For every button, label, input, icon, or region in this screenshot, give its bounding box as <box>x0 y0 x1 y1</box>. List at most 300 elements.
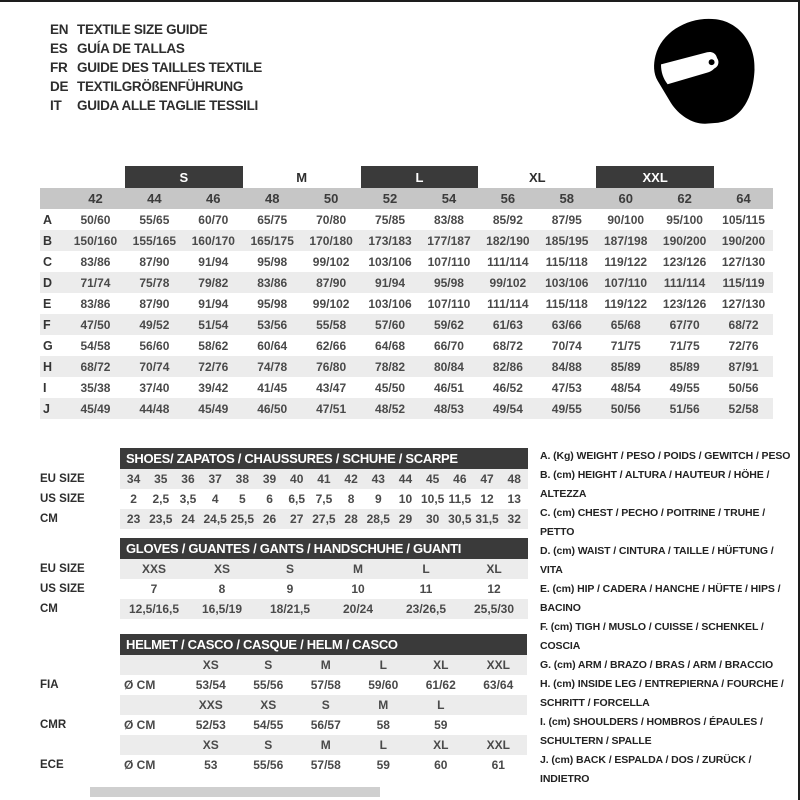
measurement-cell: 53/56 <box>243 314 302 335</box>
measurement-cell: 103/106 <box>537 272 596 293</box>
measurement-cell: 83/88 <box>433 212 464 227</box>
table-cell: M <box>355 695 413 715</box>
measurement-row-letter: F <box>40 314 66 335</box>
table-cell: 45 <box>419 469 446 489</box>
language-row <box>50 39 262 58</box>
measurement-cell: 70/74 <box>125 356 184 377</box>
measurement-cell: 115/119 <box>714 272 773 293</box>
language-row <box>50 96 262 115</box>
size-group-header: M <box>296 169 308 185</box>
measurement-cell: 90/100 <box>607 212 645 227</box>
table-cell: 23 <box>120 509 147 529</box>
table-cell: Ø CM <box>124 678 156 692</box>
language-code: IT <box>50 98 62 113</box>
measurement-cell: 63/66 <box>537 314 596 335</box>
measurement-cell: 76/80 <box>302 356 361 377</box>
table-cell: 18/21,5 <box>256 599 324 619</box>
language-row <box>50 58 262 77</box>
table-cell: XS <box>182 655 240 675</box>
measurement-cell: 57/60 <box>361 314 420 335</box>
measurement-cell: 80/84 <box>420 356 479 377</box>
table-cell: S <box>240 735 298 755</box>
size-column-header: 48 <box>243 188 302 209</box>
measurement-cell: 46/50 <box>243 398 302 419</box>
measurement-cell: 190/200 <box>714 230 773 251</box>
measurement-cell: 160/170 <box>184 230 243 251</box>
table-cell: 43 <box>365 469 392 489</box>
table-cell: L <box>355 735 413 755</box>
table-cell: 4 <box>211 492 219 506</box>
measurement-cell: 111/114 <box>487 254 529 269</box>
table-cell: 7,5 <box>315 492 333 506</box>
table-cell: 2 <box>130 492 137 506</box>
table-cell: 39 <box>256 469 283 489</box>
measurement-cell: 71/75 <box>669 338 700 353</box>
measurement-cell: 187/198 <box>596 230 655 251</box>
table-cell: 41 <box>310 469 337 489</box>
size-group-header: XL <box>529 169 546 185</box>
table-cell: 47 <box>473 469 500 489</box>
measurement-cell: 49/54 <box>478 398 537 419</box>
table-cell: 42 <box>338 469 365 489</box>
table-cell: XXS <box>120 559 188 579</box>
measurement-cell: 123/126 <box>662 254 707 269</box>
table-cell: 35 <box>147 469 174 489</box>
table-cell: L <box>392 559 460 579</box>
measurement-cell: 99/102 <box>478 272 537 293</box>
table-row-label: EU SIZE <box>40 473 85 485</box>
table-cell: L <box>412 695 470 715</box>
table-row-label: CM <box>40 603 58 615</box>
table-cell: 57/58 <box>310 758 341 772</box>
measurement-cell: 85/89 <box>596 356 655 377</box>
legend-item: D. (cm) WAIST / CINTURA / TAILLE / HÜFTUNG / VITA <box>540 545 774 576</box>
measurement-cell: 72/76 <box>728 338 759 353</box>
size-column-header: 56 <box>478 188 537 209</box>
size-column-header: 54 <box>420 188 479 209</box>
size-group-header-spacer <box>40 166 66 188</box>
table-cell: 11,5 <box>448 492 472 506</box>
measurement-cell: 74/78 <box>243 356 302 377</box>
measurement-cell: 48/53 <box>420 398 479 419</box>
measurement-cell: 95/98 <box>420 272 479 293</box>
measurement-cell: 43/47 <box>316 380 347 395</box>
measurement-cell: 50/56 <box>728 380 759 395</box>
language-title: TEXTILGRÖßENFÜHRUNG <box>77 79 244 94</box>
language-code: DE <box>50 79 69 94</box>
language-code: ES <box>50 41 68 56</box>
table-cell: 63/64 <box>483 678 514 692</box>
measurement-cell: 68/72 <box>66 356 125 377</box>
language-code: EN <box>50 22 69 37</box>
measurement-cell: 56/60 <box>139 338 170 353</box>
measurement-cell: 75/78 <box>125 272 184 293</box>
measurement-cell: 48/54 <box>610 380 641 395</box>
table-cell: Ø CM <box>124 718 156 732</box>
table-cell: 54/55 <box>253 718 284 732</box>
measurement-cell: 91/94 <box>361 272 420 293</box>
measurement-cell: 87/90 <box>139 254 170 269</box>
measurement-cell: 45/49 <box>66 398 125 419</box>
table-cell: 59 <box>434 718 448 732</box>
legend-item: H. (cm) INSIDE LEG / ENTREPIERNA / FOURCHE / SCHRITT / FORCELLA <box>540 678 784 709</box>
measurement-row-letter: D <box>40 272 66 293</box>
table-cell: 55/56 <box>253 678 284 692</box>
measurement-cell: 107/110 <box>427 296 471 311</box>
table-cell: 24 <box>174 509 201 529</box>
size-column-header: 44 <box>125 188 184 209</box>
table-cell: 12 <box>480 492 494 506</box>
shoes-size-table <box>40 448 528 529</box>
measurement-cell: 47/53 <box>551 380 582 395</box>
table-cell: 53/54 <box>195 678 226 692</box>
measurement-cell: 37/40 <box>139 380 170 395</box>
measurement-cell: 47/50 <box>66 314 125 335</box>
table-cell: XXL <box>470 655 528 675</box>
size-row-spacer <box>40 188 66 209</box>
table-title: SHOES/ ZAPATOS / CHAUSSURES / SCHUHE / SCARPE <box>120 448 528 469</box>
table-cell: 12,5/16,5 <box>120 599 188 619</box>
table-cell: 46 <box>446 469 473 489</box>
table-cell: 12 <box>487 582 501 596</box>
table-cell: XXL <box>470 735 528 755</box>
table-cell: 57/58 <box>310 678 341 692</box>
table-cell: 30,5 <box>446 509 473 529</box>
table-cell: 28 <box>338 509 365 529</box>
measurement-cell: 170/180 <box>302 230 361 251</box>
language-title: TEXTILE SIZE GUIDE <box>77 22 208 37</box>
table-cell: 29 <box>392 509 419 529</box>
size-column-header: 58 <box>537 188 596 209</box>
measurement-cell: 55/58 <box>302 314 361 335</box>
measurement-cell: 49/55 <box>537 398 596 419</box>
table-title: GLOVES / GUANTES / GANTS / HANDSCHUHE / GUANTI <box>120 538 528 559</box>
measurement-cell: 58/62 <box>198 338 229 353</box>
measurement-cell: 87/95 <box>551 212 582 227</box>
table-cell: 3,5 <box>179 492 197 506</box>
measurement-cell: 190/200 <box>655 230 714 251</box>
table-cell: 11 <box>419 582 433 596</box>
measurement-cell: 51/54 <box>184 314 243 335</box>
size-group-header: S <box>125 166 243 188</box>
measurement-cell: 60/70 <box>198 212 229 227</box>
measurement-cell: 78/82 <box>361 356 420 377</box>
measurement-cell: 61/63 <box>478 314 537 335</box>
measurement-cell: 71/75 <box>610 338 641 353</box>
table-cell: 10,5 <box>420 492 445 506</box>
measurement-cell: 83/86 <box>80 254 111 269</box>
measurement-row-letter: I <box>43 380 47 395</box>
measurement-cell: 115/118 <box>545 296 588 311</box>
measurement-cell: 35/38 <box>80 380 111 395</box>
table-cell: 55/56 <box>253 758 284 772</box>
table-cell: 10 <box>398 492 413 506</box>
measurement-cell: 95/98 <box>257 296 288 311</box>
table-cell: 9 <box>286 582 294 596</box>
measurement-cell: 91/94 <box>198 254 229 269</box>
measurement-cell: 45/49 <box>184 398 243 419</box>
size-column-header: 50 <box>302 188 361 209</box>
measurement-row-letter: E <box>43 296 52 311</box>
measurement-cell: 52/58 <box>714 398 773 419</box>
measurement-row-letter: B <box>40 230 66 251</box>
legend-item: G. (cm) ARM / BRAZO / BRAS / ARM / BRACCIO <box>540 659 774 671</box>
measurement-cell: 51/56 <box>655 398 714 419</box>
table-cell: M <box>297 735 355 755</box>
table-row-label: CMR <box>40 719 67 731</box>
language-code: FR <box>50 60 68 75</box>
size-column-header: 46 <box>184 188 243 209</box>
size-column-header: 62 <box>655 188 714 209</box>
measurement-row-letter: H <box>40 356 66 377</box>
table-cell: 16,5/19 <box>188 599 256 619</box>
table-cell: M <box>297 655 355 675</box>
table-cell: Ø CM <box>124 758 156 772</box>
measurement-cell: 82/86 <box>478 356 537 377</box>
measurement-cell: 65/75 <box>257 212 288 227</box>
measurement-cell: 150/160 <box>66 230 125 251</box>
measurement-cell: 84/88 <box>537 356 596 377</box>
measurement-cell: 95/100 <box>666 212 703 227</box>
measurement-cell: 50/60 <box>80 212 111 227</box>
table-cell: 20/24 <box>324 599 392 619</box>
table-cell: M <box>324 559 392 579</box>
measurement-cell: 87/91 <box>714 356 773 377</box>
table-row-label <box>40 735 120 755</box>
table-cell: 8 <box>347 492 355 506</box>
measurement-cell: 103/106 <box>368 296 412 311</box>
measurement-cell: 45/50 <box>375 380 406 395</box>
legend-item: E. (cm) HIP / CADERA / HANCHE / HÜFTE / HIPS / BACINO <box>540 583 781 614</box>
table-cell: 56/57 <box>310 718 341 732</box>
measurement-cell: 111/114 <box>655 272 714 293</box>
measurement-cell: 70/74 <box>551 338 582 353</box>
table-cell: 6,5 <box>288 492 306 506</box>
gloves-size-table <box>40 538 528 619</box>
measurement-cell: 72/76 <box>184 356 243 377</box>
table-cell: 27,5 <box>310 509 337 529</box>
measurement-cell: 62/66 <box>316 338 347 353</box>
measurement-cell: 165/175 <box>243 230 302 251</box>
table-cell: XL <box>412 655 470 675</box>
table-title: HELMET / CASCO / CASQUE / HELM / CASCO <box>120 634 527 655</box>
table-cell: 23,5 <box>147 509 174 529</box>
table-row-label <box>40 655 120 675</box>
measurement-cell: 66/70 <box>433 338 464 353</box>
measurement-cell: 177/187 <box>420 230 479 251</box>
table-cell <box>120 735 182 755</box>
table-cell: 8 <box>218 582 226 596</box>
language-title: GUIDA ALLE TAGLIE TESSILI <box>77 98 258 113</box>
table-cell: XXS <box>182 695 240 715</box>
measurement-cell: 87/90 <box>302 272 361 293</box>
table-cell: XS <box>182 735 240 755</box>
helmet-size-table <box>40 634 527 775</box>
measurement-cell: 48/52 <box>361 398 420 419</box>
measurement-cell: 55/65 <box>139 212 170 227</box>
measurement-cell: 173/183 <box>361 230 420 251</box>
measurement-cell: 99/102 <box>312 254 350 269</box>
size-column-header: 64 <box>714 188 773 209</box>
table-cell: 25,5 <box>229 509 256 529</box>
measurement-cell: 71/74 <box>66 272 125 293</box>
measurement-cell: 127/130 <box>721 296 766 311</box>
measurement-cell: 85/92 <box>492 212 523 227</box>
size-column-header: 52 <box>361 188 420 209</box>
measurement-cell: 95/98 <box>257 254 288 269</box>
table-cell <box>470 695 528 715</box>
table-cell: 25,5/30 <box>460 599 528 619</box>
table-cell: 34 <box>120 469 147 489</box>
table-cell: 36 <box>174 469 201 489</box>
table-cell: 59/60 <box>368 678 399 692</box>
table-cell: 28,5 <box>365 509 392 529</box>
measurement-cell: 47/51 <box>302 398 361 419</box>
table-cell: 2,5 <box>152 492 170 506</box>
table-row-label: US SIZE <box>40 583 85 595</box>
measurement-cell: 111/114 <box>487 296 529 311</box>
table-cell: XS <box>188 559 256 579</box>
measurement-cell: 46/51 <box>433 380 464 395</box>
table-cell: 59 <box>376 758 390 772</box>
table-cell: 10 <box>351 582 365 596</box>
measurement-legend <box>540 447 793 789</box>
measurement-cell: 119/122 <box>604 296 648 311</box>
measurement-cell: 64/68 <box>375 338 406 353</box>
measurement-cell: 83/86 <box>243 272 302 293</box>
table-cell: 48 <box>501 469 528 489</box>
measurement-cell: 60/64 <box>257 338 288 353</box>
table-cell: 13 <box>507 492 521 506</box>
table-label-spacer <box>40 538 120 558</box>
measurement-cell: 65/68 <box>596 314 655 335</box>
table-cell: L <box>355 655 413 675</box>
legend-item: C. (cm) CHEST / PECHO / POITRINE / TRUHE / PETTO <box>540 507 766 538</box>
measurement-cell: 68/72 <box>492 338 523 353</box>
table-cell: 27 <box>283 509 310 529</box>
measurement-cell: 107/110 <box>427 254 471 269</box>
table-cell: 44 <box>392 469 419 489</box>
size-group-header <box>714 166 773 188</box>
table-label-spacer <box>40 448 120 468</box>
legend-item: B. (cm) HEIGHT / ALTURA / HAUTEUR / HÖHE / ALTEZZA <box>540 469 770 500</box>
table-cell: 38 <box>229 469 256 489</box>
measurement-cell: 83/86 <box>80 296 111 311</box>
measurement-cell: 99/102 <box>312 296 350 311</box>
measurement-cell: 107/110 <box>596 272 655 293</box>
table-cell: S <box>240 655 298 675</box>
measurement-cell: 75/85 <box>375 212 406 227</box>
language-title: GUÍA DE TALLAS <box>77 41 185 56</box>
measurement-cell: 54/58 <box>80 338 111 353</box>
table-cell: 53 <box>204 758 218 772</box>
size-group-header: XXL <box>596 166 714 188</box>
table-row-label: ECE <box>40 759 64 771</box>
table-cell: 5 <box>239 492 246 506</box>
table-cell: S <box>256 559 324 579</box>
language-title: GUIDE DES TAILLES TEXTILE <box>77 60 263 75</box>
measurement-cell: 44/48 <box>125 398 184 419</box>
measurement-cell: 123/126 <box>662 296 707 311</box>
table-cell: XL <box>460 559 528 579</box>
table-cell: 24,5 <box>202 509 229 529</box>
table-row-label: EU SIZE <box>40 563 85 575</box>
measurement-cell: 79/82 <box>184 272 243 293</box>
size-group-header: L <box>361 166 479 188</box>
table-row-label: US SIZE <box>40 493 85 505</box>
table-cell: XL <box>412 735 470 755</box>
measurement-cell: 119/122 <box>604 254 648 269</box>
measurement-cell: 85/89 <box>655 356 714 377</box>
measurement-cell: 39/42 <box>198 380 229 395</box>
language-title-list <box>50 20 262 115</box>
table-cell: 7 <box>150 582 158 596</box>
table-cell: 40 <box>283 469 310 489</box>
legend-item: J. (cm) BACK / ESPALDA / DOS / ZURÜCK / INDIETRO <box>540 754 752 785</box>
size-group-header <box>66 166 125 188</box>
measurement-cell: 46/52 <box>492 380 523 395</box>
measurement-cell: 105/115 <box>722 212 765 227</box>
measurement-cell: 155/165 <box>125 230 184 251</box>
textile-size-table <box>40 166 773 419</box>
table-cell <box>120 655 182 675</box>
measurement-cell: 87/90 <box>139 296 170 311</box>
table-cell: 9 <box>374 492 382 506</box>
table-cell <box>120 695 182 715</box>
measurement-cell: 59/62 <box>420 314 479 335</box>
measurement-cell: 41/45 <box>257 380 288 395</box>
legend-item: A. (Kg) WEIGHT / PESO / POIDS / GEWITCH / PESO <box>540 450 791 462</box>
helmet-icon <box>650 16 760 126</box>
table-row-label: CM <box>40 513 58 525</box>
table-cell: 32 <box>501 509 528 529</box>
measurement-row-letter: A <box>43 212 53 227</box>
measurement-row-letter: G <box>43 338 53 353</box>
measurement-cell: 103/106 <box>368 254 412 269</box>
table-cell: 60 <box>434 758 448 772</box>
table-row-label: FIA <box>40 679 59 691</box>
cut-off-table-row-bar <box>90 787 380 797</box>
language-row <box>50 20 262 39</box>
measurement-cell: 49/55 <box>669 380 700 395</box>
size-column-header: 60 <box>596 188 655 209</box>
table-cell: XS <box>240 695 298 715</box>
table-cell: 31,5 <box>473 509 500 529</box>
measurement-cell: 91/94 <box>198 296 229 311</box>
measurement-cell: 67/70 <box>655 314 714 335</box>
language-row <box>50 77 262 96</box>
measurement-cell: 68/72 <box>714 314 773 335</box>
size-column-header: 42 <box>66 188 125 209</box>
table-cell: 23/26,5 <box>392 599 460 619</box>
table-cell: 37 <box>202 469 229 489</box>
table-cell: 61/62 <box>425 678 456 692</box>
measurement-cell: 50/56 <box>596 398 655 419</box>
table-cell: 30 <box>419 509 446 529</box>
measurement-cell: 127/130 <box>721 254 766 269</box>
measurement-cell: 182/190 <box>478 230 537 251</box>
table-cell <box>470 715 528 735</box>
measurement-cell: 185/195 <box>537 230 596 251</box>
table-cell: 58 <box>376 718 390 732</box>
table-row-label <box>40 695 120 715</box>
table-cell: 6 <box>266 492 273 506</box>
table-cell: 26 <box>256 509 283 529</box>
table-label-spacer <box>40 634 120 654</box>
legend-item: F. (cm) TIGH / MUSLO / CUISSE / SCHENKEL / COSCIA <box>540 621 764 652</box>
measurement-cell: 70/80 <box>316 212 347 227</box>
measurement-row-letter: J <box>40 398 66 419</box>
